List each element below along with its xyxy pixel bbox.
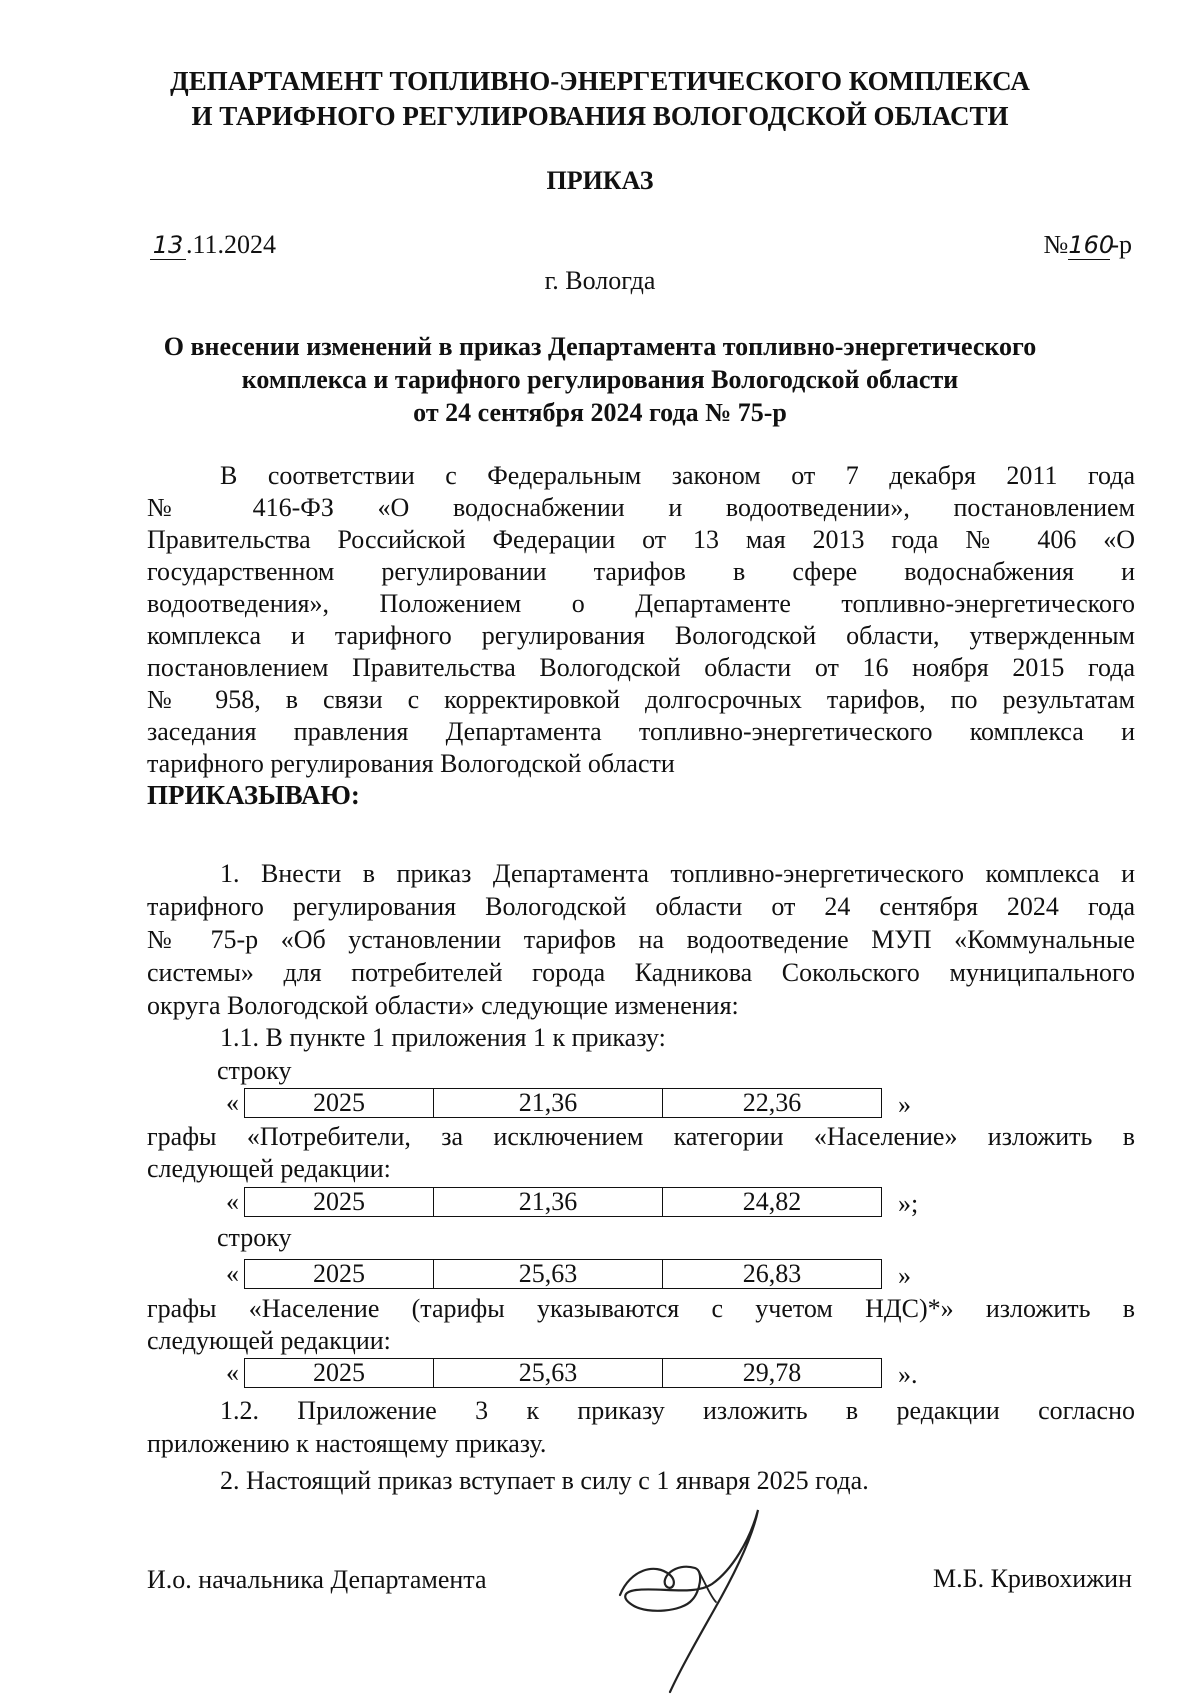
tariff-row-3 <box>244 1259 882 1289</box>
item2-text: 2. Настоящий приказ вступает в силу с 1 января 2025 года. <box>220 1466 869 1495</box>
row3-year: 2025 <box>245 1260 434 1289</box>
row3-close-quote: » <box>898 1261 911 1290</box>
item1-line: № 75-р «Об установлении тарифов на водоотведение МУП «Коммунальные <box>147 925 1135 954</box>
item1-1-text: 1.1. В пункте 1 приложения 1 к приказу: <box>220 1023 666 1052</box>
preamble-line: В соответствии с Федеральным законом от 7 декабря 2011 года <box>220 461 1135 490</box>
row3-open-quote: « <box>226 1259 239 1288</box>
date-day-handwritten: 13 <box>150 231 186 260</box>
row4-close-quote: ». <box>898 1360 918 1389</box>
row1-value2: 22,36 <box>663 1089 882 1118</box>
document-number <box>1044 230 1132 260</box>
subject-line2: комплекса и тарифного регулирования Вологодской области <box>241 365 959 394</box>
preamble-line: заседания правления Департамента топливно-энергетического комплекса и <box>147 717 1135 746</box>
subject-line3: от 24 сентября 2024 года № 75-р <box>413 398 787 427</box>
preamble-line: № 958, в связи с корректировкой долгосрочных тарифов, по результатам <box>147 685 1135 714</box>
date-month-year: .11.2024 <box>186 230 277 259</box>
signatory-name: М.Б. Кривохижин <box>933 1564 1132 1593</box>
item1-2-line: 1.2. Приложение 3 к приказу изложить в редакции согласно <box>220 1396 1135 1425</box>
item1-line: системы» для потребителей города Кадникова Сокольского муниципального <box>147 958 1135 987</box>
row2-open-quote: « <box>226 1187 239 1216</box>
order-word: ПРИКАЗЫВАЮ: <box>147 780 360 810</box>
row4-open-quote: « <box>226 1358 239 1387</box>
preamble-line: тарифного регулирования Вологодской области <box>147 749 675 778</box>
row3-value1: 25,63 <box>434 1260 663 1289</box>
text-a-line: графы «Потребители, за исключением категории «Население» изложить в <box>147 1122 1135 1151</box>
department-header-line2: И ТАРИФНОГО РЕГУЛИРОВАНИЯ ВОЛОГОДСКОЙ ОБЛАСТИ <box>191 101 1009 131</box>
number-sign: № <box>1043 230 1069 259</box>
preamble-line: комплекса и тарифного регулирования Вологодской области, утвержденным <box>147 621 1135 650</box>
preamble-line: водоотведения», Положением о Департаменте топливно-энергетического <box>147 589 1135 618</box>
preamble-line: Правительства Российской Федерации от 13 мая 2013 года № 406 «О <box>147 525 1135 554</box>
word-row-1: строку <box>217 1056 292 1085</box>
tariff-row-4 <box>244 1358 882 1388</box>
preamble-line: государственном регулировании тарифов в сфере водоснабжения и <box>147 557 1135 586</box>
row2-year: 2025 <box>245 1188 434 1217</box>
row1-open-quote: « <box>226 1088 239 1117</box>
word-row-2: строку <box>217 1223 292 1252</box>
row4-value1: 25,63 <box>434 1359 663 1388</box>
preamble-line: постановлением Правительства Вологодской области от 16 ноября 2015 года <box>147 653 1135 682</box>
row2-value1: 21,36 <box>434 1188 663 1217</box>
row4-year: 2025 <box>245 1359 434 1388</box>
subject-line1: О внесении изменений в приказ Департамента топливно-энергетического <box>163 332 1037 361</box>
row3-value2: 26,83 <box>663 1260 882 1289</box>
row2-close-quote: »; <box>898 1189 919 1218</box>
document-date <box>150 230 276 260</box>
text-b-line: следующей редакции: <box>147 1326 391 1355</box>
item1-2-line: приложению к настоящему приказу. <box>147 1429 547 1458</box>
text-a-line: следующей редакции: <box>147 1154 391 1183</box>
number-suffix: -р <box>1110 230 1132 259</box>
preamble-line: № 416-ФЗ «О водоснабжении и водоотведении», постановлением <box>147 493 1135 522</box>
document-type: ПРИКАЗ <box>546 166 654 195</box>
item1-line: округа Вологодской области» следующие изменения: <box>147 991 739 1020</box>
item1-line: тарифного регулирования Вологодской области от 24 сентября 2024 года <box>147 892 1135 921</box>
row1-year: 2025 <box>245 1089 434 1118</box>
text-b-line: графы «Население (тарифы указываются с учетом НДС)*» изложить в <box>147 1294 1135 1323</box>
signatory-position: И.о. начальника Департамента <box>147 1565 487 1594</box>
number-handwritten: 160 <box>1068 231 1115 259</box>
row2-value2: 24,82 <box>663 1188 882 1217</box>
tariff-row-2 <box>244 1187 882 1217</box>
row1-close-quote: » <box>898 1090 911 1119</box>
tariff-row-1 <box>244 1088 882 1118</box>
row4-value2: 29,78 <box>663 1359 882 1388</box>
document-subject <box>100 330 1100 429</box>
handwritten-signature <box>600 1500 800 1695</box>
document-city: г. Вологда <box>544 266 656 295</box>
department-header-line1: ДЕПАРТАМЕНТ ТОПЛИВНО-ЭНЕРГЕТИЧЕСКОГО КОМПЛЕКСА <box>170 66 1030 96</box>
row1-value1: 21,36 <box>434 1089 663 1118</box>
item1-line: 1. Внести в приказ Департамента топливно-энергетического комплекса и <box>220 859 1135 888</box>
